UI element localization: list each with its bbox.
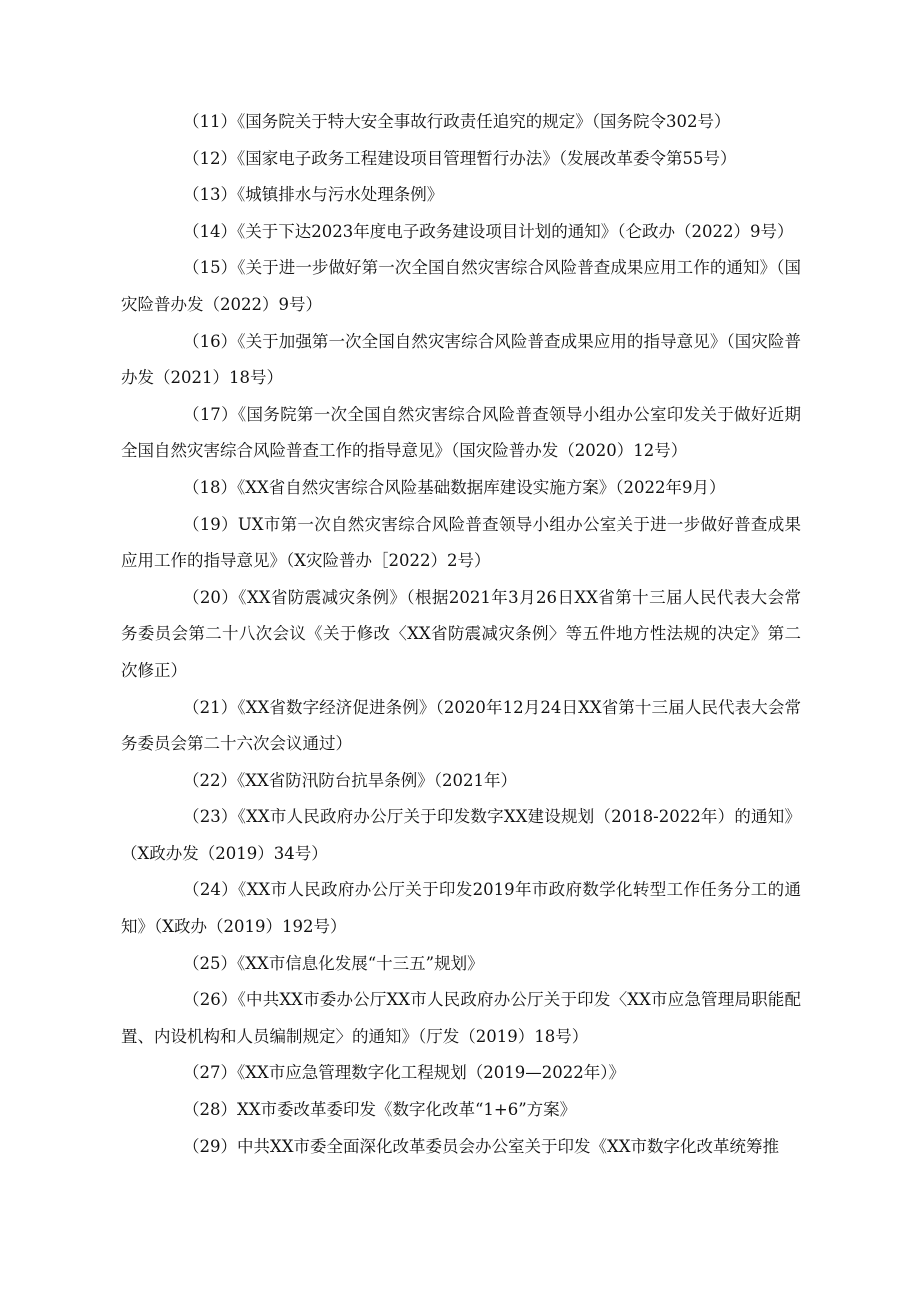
reference-item-12: （12）《国家电子政务工程建设项目管理暂行办法》（发展改革委令第55号） — [183, 148, 737, 168]
reference-item-17: （17）《国务院第一次全国自然灾害综合风险普查领导小组办公室印发关于做好近期全国自然灾害综合风险普查工作的指导意见》（国灾险普办发（2020）12号） — [121, 404, 801, 461]
reference-item-14: （14）《关于下达2023年度电子政务建设项目计划的通知》（仑政办（2022）9号） — [183, 221, 794, 241]
reference-item-23: （23）《XX市人民政府办公厅关于印发数字XX建设规划（2018-2022年）的通知》（X政办发（2019）34号） — [121, 807, 801, 863]
reference-item-18: （18）《XX省自然灾害综合风险基础数据库建设实施方案》（2022年9月） — [183, 477, 726, 497]
reference-item-19: （19）UX市第一次自然灾害综合风险普查领导小组办公室关于进一步做好普查成果应用工作的指导意见》（X灾险普办［2022）2号） — [121, 514, 801, 571]
reference-item-26: （26）《中共XX市委办公厅XX市人民政府办公厅关于印发〈XX市应急管理局职能配置、内设机构和人员编制规定〉的通知》（厅发（2019）18号） — [121, 990, 801, 1046]
reference-item-13: （13）《城镇排水与污水处理条例》 — [183, 185, 444, 205]
reference-item-11: （11）《国务院关于特大安全事故行政责任追究的规定》（国务院令302号） — [183, 112, 731, 131]
reference-item-16: （16）《关于加强第一次全国自然灾害综合风险普查成果应用的指导意见》（国灾险普办发（2021）18号） — [121, 331, 801, 388]
reference-item-29: （29）中共XX市委全面深化改革委员会办公室关于印发《XX市数字化改革统筹推 — [183, 1136, 779, 1156]
reference-item-22: （22）《XX省防汛防台抗旱条例》（2021年） — [183, 770, 517, 790]
reference-item-25: （25）《XX市信息化发展“十三五”规划》 — [183, 953, 484, 973]
reference-item-27: （27）《XX市应急管理数字化工程规划（2019—2022年）》 — [183, 1063, 625, 1083]
reference-item-20: （20）《XX省防震减灾条例》（根据2021年3月26日XX省第十三届人民代表大会常务委员会第二十八次会议《关于修改〈XX省防震减灾条例〉等五件地方性法规的决定》第二次修正） — [121, 587, 801, 680]
reference-item-15: （15）《关于进一步做好第一次全国自然灾害综合风险普查成果应用工作的通知》（国灾险普办发（2022）9号） — [121, 258, 801, 314]
reference-list — [121, 104, 801, 1165]
reference-item-24: （24）《XX市人民政府办公厅关于印发2019年市政府数学化转型工作任务分工的通知》（X政办（2019）192号） — [121, 880, 801, 937]
reference-item-28: （28）XX市委改革委印发《数字化改革“1+6”方案》 — [183, 1100, 577, 1120]
reference-item-21: （21）《XX省数字经济促进条例》（2020年12月24日XX省第十三届人民代表大会常务委员会第二十六次会议通过） — [121, 697, 801, 754]
